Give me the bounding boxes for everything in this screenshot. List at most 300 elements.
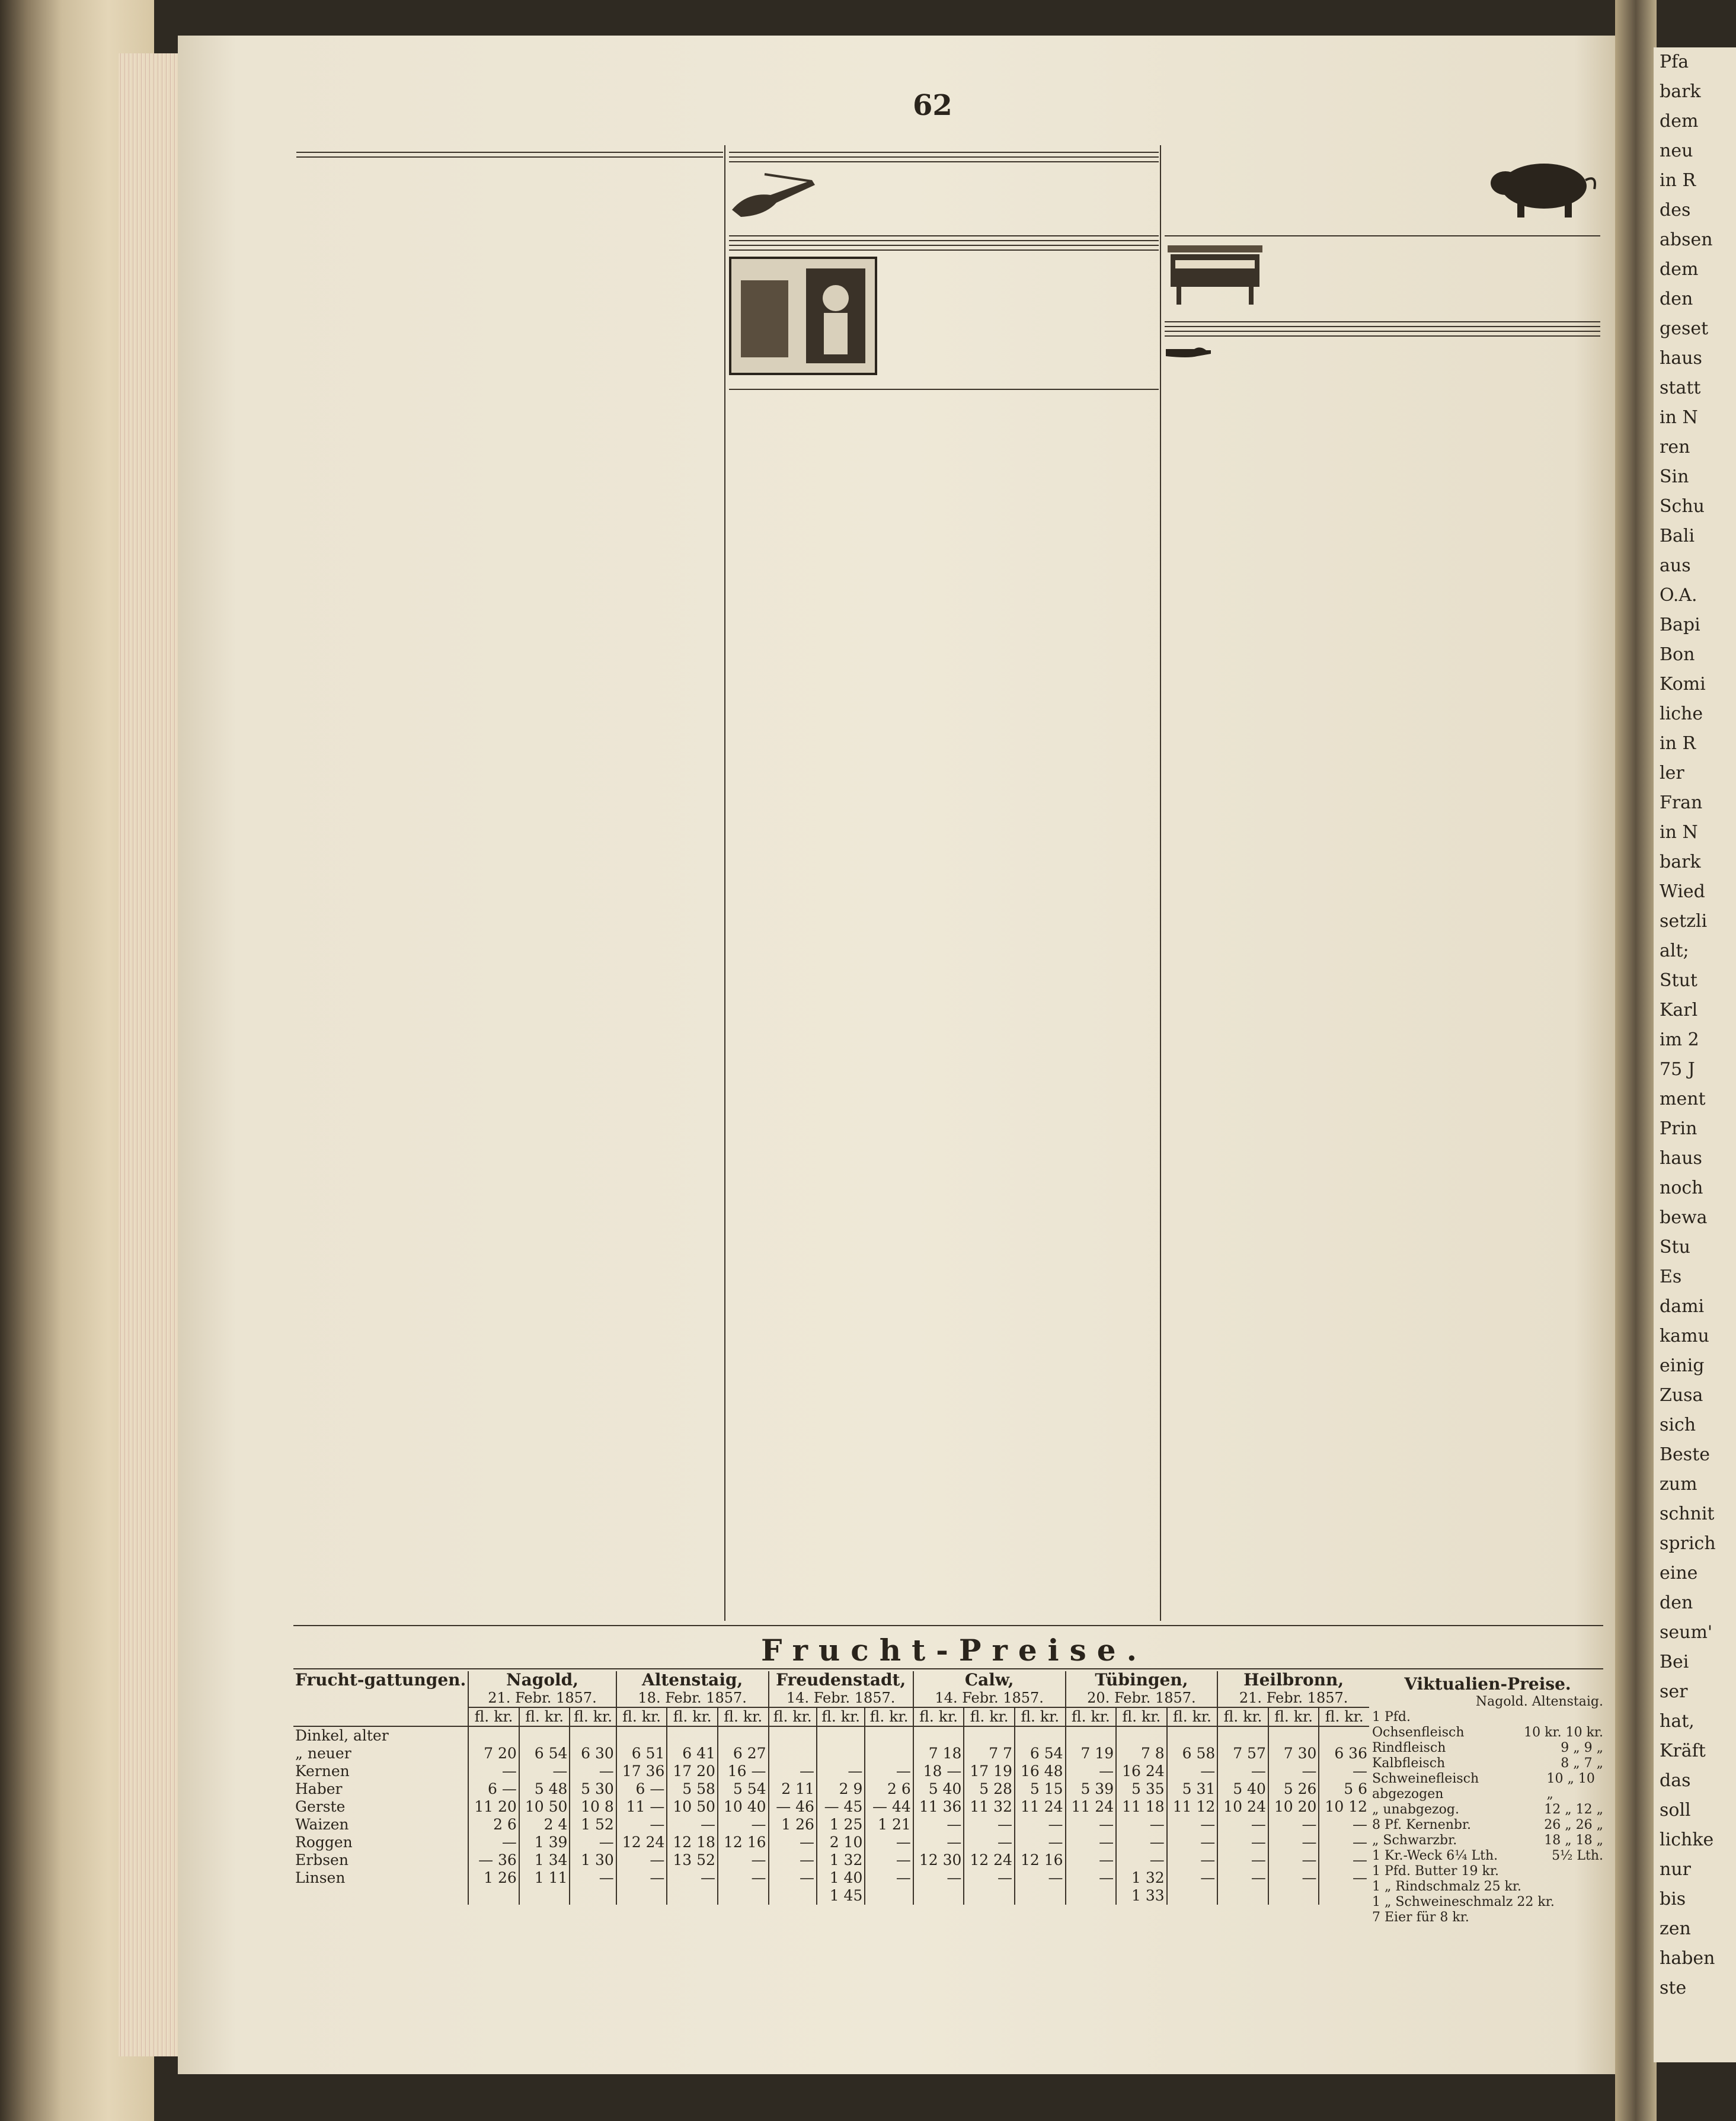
price-cell: —: [1319, 1851, 1369, 1869]
price-cell: 1 32: [1116, 1869, 1167, 1887]
price-cell: [865, 1745, 913, 1762]
price-cell: 5 58: [667, 1780, 718, 1798]
unit-kr: kr.: [544, 1708, 564, 1725]
unit-header: [913, 1707, 964, 1726]
unit-fl: fl.: [869, 1708, 885, 1725]
item-values: [1546, 1771, 1603, 1802]
price-cell: [964, 1726, 1015, 1745]
prices-top-rule: [293, 1625, 1603, 1626]
market-name: Freudenstadt,: [776, 1670, 906, 1690]
item-name: 7 Eier für 8 kr.: [1372, 1910, 1469, 1925]
illustrated-notice: [1165, 240, 1600, 318]
unit-header: [1116, 1707, 1167, 1726]
price-cell: [769, 1887, 817, 1905]
price-cell: —: [1066, 1834, 1117, 1851]
section-rule: [296, 156, 723, 158]
fragment-line: sprich: [1660, 1533, 1716, 1554]
section-rule: [1165, 321, 1600, 322]
unit-fl: fl.: [1122, 1708, 1137, 1725]
fragment-line: haus: [1660, 348, 1702, 369]
viktualien-row: [1372, 1710, 1603, 1725]
price-cell: 1 26: [468, 1869, 519, 1887]
price-cell: —: [1217, 1816, 1268, 1834]
fragment-line: bark: [1660, 852, 1701, 872]
viktualien-row: [1372, 1895, 1603, 1910]
unit-kr: kr.: [889, 1708, 909, 1725]
market-date: 21. Febr. 1857.: [1239, 1690, 1348, 1706]
value-altenstaig: 26 „: [1575, 1818, 1603, 1832]
fragment-line: Wied: [1660, 881, 1705, 902]
fragment-line: in N: [1660, 822, 1698, 843]
section-rule: [729, 161, 1159, 162]
market-name: Altenstaig,: [642, 1670, 743, 1690]
price-cell: 1 26: [769, 1816, 817, 1834]
price-cell: 1 34: [519, 1851, 570, 1869]
price-cell: [667, 1887, 718, 1905]
price-cell: [570, 1887, 616, 1905]
price-cell: 10 8: [570, 1798, 616, 1816]
price-cell: 5 40: [913, 1780, 964, 1798]
price-cell: 1 52: [570, 1816, 616, 1834]
price-cell: —: [865, 1851, 913, 1869]
fragment-line: haben: [1660, 1948, 1715, 1969]
unit-header: [519, 1707, 570, 1726]
price-cell: [913, 1887, 964, 1905]
price-cell: [1167, 1726, 1218, 1745]
market-date: 18. Febr. 1857.: [638, 1690, 747, 1706]
price-cell: [865, 1726, 913, 1745]
price-cell: [817, 1726, 865, 1745]
fragment-line: Sin: [1660, 466, 1689, 487]
price-cell: —: [1319, 1834, 1369, 1851]
pig-icon: [1488, 151, 1600, 229]
unit-header: [1268, 1707, 1319, 1726]
grain-name: Waizen: [295, 1816, 349, 1833]
price-cell: —: [570, 1834, 616, 1851]
notice-text: [1165, 340, 1600, 369]
price-cell: [865, 1887, 913, 1905]
price-cell: 12 16: [1015, 1851, 1066, 1869]
price-cell: —: [616, 1851, 667, 1869]
price-cell: 1 40: [817, 1869, 865, 1887]
grain-price-table: [293, 1671, 1369, 1905]
market-name: Calw,: [964, 1670, 1014, 1690]
unit-kr: kr.: [1243, 1708, 1262, 1725]
unit-fl: fl.: [919, 1708, 934, 1725]
price-cell: —: [1066, 1851, 1117, 1869]
price-cell: —: [1116, 1834, 1167, 1851]
fragment-line: Bapi: [1660, 615, 1700, 635]
viktualien-row: [1372, 1848, 1603, 1864]
price-cell: 6 30: [570, 1745, 616, 1762]
price-cell: —: [1015, 1869, 1066, 1887]
price-cell: —: [913, 1834, 964, 1851]
price-cell: 6 —: [468, 1780, 519, 1798]
price-cell: 1 39: [519, 1834, 570, 1851]
unit-kr: kr.: [792, 1708, 812, 1725]
price-cell: —: [964, 1834, 1015, 1851]
market-header: [1066, 1671, 1218, 1707]
item-name: 1 Kr.-Weck 6¼ Lth.: [1372, 1848, 1498, 1863]
price-cell: —: [769, 1869, 817, 1887]
viktualien-row: [1372, 1771, 1603, 1802]
unit-header: [1015, 1707, 1066, 1726]
price-cell: —: [769, 1851, 817, 1869]
price-cell: 5 28: [964, 1780, 1015, 1798]
fragment-line: Bali: [1660, 526, 1695, 546]
price-cell: 6 —: [616, 1780, 667, 1798]
fragment-line: nur: [1660, 1859, 1691, 1880]
price-cell: 5 15: [1015, 1780, 1066, 1798]
price-cell: —: [769, 1762, 817, 1780]
price-cell: —: [570, 1762, 616, 1780]
price-cell: 5 6: [1319, 1780, 1369, 1798]
price-cell: 5 48: [519, 1780, 570, 1798]
price-cell: —: [519, 1762, 570, 1780]
fragment-line: Kräft: [1660, 1741, 1706, 1761]
price-cell: [468, 1726, 519, 1745]
value-altenstaig: 7 „: [1584, 1756, 1603, 1771]
grain-name: Dinkel, alter: [295, 1727, 389, 1744]
price-cell: 5 30: [570, 1780, 616, 1798]
unit-header: [616, 1707, 667, 1726]
section-rule: [729, 156, 1159, 158]
fragment-line: ler: [1660, 763, 1684, 783]
price-cell: —: [964, 1869, 1015, 1887]
fragment-line: Fran: [1660, 792, 1703, 813]
item-name: Rindfleisch: [1372, 1741, 1446, 1755]
fragment-line: Stu: [1660, 1237, 1690, 1258]
market-name: Tübingen,: [1095, 1670, 1188, 1690]
price-cell: —: [667, 1816, 718, 1834]
grain-name: Kernen: [295, 1762, 350, 1780]
price-cell: 7 57: [1217, 1745, 1268, 1762]
price-cell: —: [468, 1834, 519, 1851]
column-3: [1165, 148, 1600, 369]
price-cell: 12 18: [667, 1834, 718, 1851]
market-header: [769, 1671, 913, 1707]
price-cell: [1015, 1726, 1066, 1745]
price-cell: —: [1066, 1869, 1117, 1887]
unit-kr: kr.: [692, 1708, 712, 1725]
fragment-line: Schu: [1660, 496, 1705, 517]
fragment-line: Bon: [1660, 644, 1695, 665]
price-cell: —: [718, 1869, 769, 1887]
value-nagold: 26 „: [1544, 1818, 1572, 1832]
price-cell: [817, 1745, 865, 1762]
unit-kr: kr.: [1192, 1708, 1211, 1725]
column-2: [729, 148, 1159, 394]
price-cell: 10 50: [519, 1798, 570, 1816]
illustrated-notice: [729, 254, 1159, 385]
fragment-line: einig: [1660, 1355, 1705, 1376]
fragment-line: in N: [1660, 407, 1698, 428]
value-nagold: 18 „: [1544, 1833, 1572, 1848]
item-name: Kalbfleisch: [1372, 1756, 1446, 1771]
price-cell: —: [1268, 1869, 1319, 1887]
item-values: [1544, 1818, 1603, 1833]
viktualien-row: [1372, 1864, 1603, 1879]
price-cell: [667, 1726, 718, 1745]
value-nagold: 9 „: [1561, 1741, 1580, 1755]
fragment-line: neu: [1660, 140, 1693, 161]
section-rule: [1165, 335, 1600, 337]
price-cell: —: [570, 1869, 616, 1887]
price-cell: 16 —: [718, 1762, 769, 1780]
unit-header: [718, 1707, 769, 1726]
fragment-line: zum: [1660, 1474, 1697, 1495]
fragment-line: hat,: [1660, 1711, 1695, 1732]
section-rule: [1165, 235, 1600, 236]
price-cell: [913, 1726, 964, 1745]
fragment-line: dem: [1660, 111, 1699, 132]
unit-fl: fl.: [574, 1708, 589, 1725]
value-nagold: 12 „: [1544, 1802, 1572, 1817]
grain-name: „ neuer: [295, 1745, 351, 1762]
viktualien-row: [1372, 1756, 1603, 1771]
unit-fl: fl.: [724, 1708, 738, 1725]
fragment-line: bark: [1660, 81, 1701, 102]
item-name: Ochsenfleisch: [1372, 1725, 1465, 1740]
price-cell: 6 36: [1319, 1745, 1369, 1762]
market-date: 14. Febr. 1857.: [935, 1690, 1044, 1706]
price-cell: —: [616, 1816, 667, 1834]
fragment-line: in R: [1660, 733, 1696, 754]
fragment-line: alt;: [1660, 940, 1689, 961]
price-cell: —: [667, 1869, 718, 1887]
unit-fl: fl.: [525, 1708, 540, 1725]
price-cell: 5 40: [1217, 1780, 1268, 1798]
fragment-line: das: [1660, 1770, 1691, 1791]
price-cell: 11 36: [913, 1798, 964, 1816]
price-cell: —: [1217, 1834, 1268, 1851]
price-cell: —: [865, 1762, 913, 1780]
item-values: [1524, 1725, 1603, 1741]
price-cell: —: [913, 1816, 964, 1834]
price-cell: [1066, 1887, 1117, 1905]
fragment-line: kamu: [1660, 1326, 1709, 1346]
price-cell: 11 24: [1066, 1798, 1117, 1816]
item-name: 1 „ Schweineschmalz 22 kr.: [1372, 1895, 1555, 1909]
item-values: [1561, 1741, 1603, 1756]
price-cell: —: [964, 1816, 1015, 1834]
price-cell: 17 19: [964, 1762, 1015, 1780]
grain-name: Gerste: [295, 1798, 346, 1815]
unit-kr: kr.: [938, 1708, 958, 1725]
column-divider-2: [1160, 145, 1161, 1621]
unit-kr: kr.: [743, 1708, 763, 1725]
price-cell: 11 24: [1015, 1798, 1066, 1816]
price-cell: 12 30: [913, 1851, 964, 1869]
unit-header: [817, 1707, 865, 1726]
price-cell: 18 —: [913, 1762, 964, 1780]
unit-fl: fl.: [1071, 1708, 1086, 1725]
fragment-line: ren: [1660, 437, 1690, 458]
price-cell: 7 7: [964, 1745, 1015, 1762]
market-name: Heilbronn,: [1243, 1670, 1344, 1690]
price-cell: [1066, 1726, 1117, 1745]
shop-scene-icon: [729, 257, 877, 383]
fragment-line: Stut: [1660, 970, 1697, 991]
section-rule: [729, 235, 1159, 236]
price-cell: —: [1167, 1869, 1218, 1887]
unit-header: [964, 1707, 1015, 1726]
facing-page-fragment: [1654, 47, 1736, 2062]
grain-name: Erbsen: [295, 1851, 349, 1869]
unit-fl: fl.: [673, 1708, 688, 1725]
fragment-line: im 2: [1660, 1029, 1699, 1050]
market-date: 14. Febr. 1857.: [786, 1690, 896, 1706]
item-values: [1544, 1802, 1603, 1818]
price-cell: [616, 1887, 667, 1905]
price-cell: 7 8: [1116, 1745, 1167, 1762]
viktualien-row: [1372, 1879, 1603, 1895]
unit-kr: kr.: [1091, 1708, 1110, 1725]
fragment-line: Prin: [1660, 1118, 1697, 1139]
price-cell: 1 33: [1116, 1887, 1167, 1905]
price-cell: —: [1217, 1762, 1268, 1780]
price-cell: —: [1217, 1851, 1268, 1869]
fragment-line: O.A.: [1660, 585, 1697, 606]
fragment-line: den: [1660, 289, 1693, 309]
fragment-line: den: [1660, 1592, 1693, 1613]
unit-kr: kr.: [593, 1708, 613, 1725]
section-rule: [729, 389, 1159, 390]
price-cell: [468, 1887, 519, 1905]
price-cell: —: [1167, 1762, 1218, 1780]
price-cell: —: [865, 1869, 913, 1887]
fragment-line: schnit: [1660, 1503, 1715, 1524]
price-cell: —: [1319, 1816, 1369, 1834]
grain-name: Roggen: [295, 1834, 353, 1851]
price-cell: [519, 1726, 570, 1745]
section-rule: [1165, 326, 1600, 327]
fragment-line: geset: [1660, 318, 1709, 339]
fragment-line: Beste: [1660, 1444, 1711, 1465]
prices-header-rule: [293, 1668, 1603, 1669]
fragment-line: eine: [1660, 1563, 1698, 1583]
price-cell: —: [468, 1762, 519, 1780]
price-cell: 10 40: [718, 1798, 769, 1816]
price-cell: —: [1217, 1869, 1268, 1887]
price-cell: 6 58: [1167, 1745, 1218, 1762]
viktualien-price-list: [1372, 1674, 1603, 1925]
header-text: Frucht-gattungen.: [295, 1670, 466, 1690]
piano-icon: [1165, 242, 1265, 315]
price-cell: 2 6: [865, 1780, 913, 1798]
section-rule: [729, 240, 1159, 241]
price-cell: [1217, 1726, 1268, 1745]
price-cell: 2 4: [519, 1816, 570, 1834]
price-cell: [769, 1726, 817, 1745]
fragment-line: zen: [1660, 1918, 1691, 1939]
price-cell: [1319, 1887, 1369, 1905]
item-values: [1561, 1756, 1603, 1771]
fragment-line: sich: [1660, 1415, 1696, 1435]
section-rule: [1165, 331, 1600, 332]
price-cell: 11 —: [616, 1798, 667, 1816]
price-cell: 7 18: [913, 1745, 964, 1762]
col-nagold: Nagold.: [1475, 1694, 1528, 1709]
value-altenstaig: 12 „: [1575, 1802, 1603, 1817]
price-cell: —: [865, 1834, 913, 1851]
price-cell: 16 24: [1116, 1762, 1167, 1780]
fragment-line: haus: [1660, 1148, 1702, 1169]
price-cell: —: [1167, 1834, 1218, 1851]
price-cell: 6 54: [519, 1745, 570, 1762]
unit-fl: fl.: [474, 1708, 490, 1725]
price-cell: —: [1167, 1816, 1218, 1834]
price-cell: —: [1116, 1816, 1167, 1834]
grain-name: Haber: [295, 1780, 343, 1797]
price-cell: [519, 1887, 570, 1905]
unit-kr: kr.: [1344, 1708, 1364, 1725]
fragment-line: bewa: [1660, 1207, 1708, 1228]
price-cell: —: [1116, 1851, 1167, 1869]
price-cell: 12 24: [964, 1851, 1015, 1869]
unit-fl: fl.: [1173, 1708, 1188, 1725]
unit-fl: fl.: [1021, 1708, 1035, 1725]
fragment-line: lichke: [1660, 1829, 1714, 1850]
price-cell: —: [1015, 1816, 1066, 1834]
price-cell: — 45: [817, 1798, 865, 1816]
price-cell: [1116, 1726, 1167, 1745]
unit-kr: kr.: [1293, 1708, 1313, 1725]
price-cell: 1 32: [817, 1851, 865, 1869]
market-date: 21. Febr. 1857.: [488, 1690, 597, 1706]
price-cell: —: [913, 1869, 964, 1887]
fragment-line: 75 J: [1660, 1059, 1695, 1080]
price-cell: —: [616, 1869, 667, 1887]
illustrated-notice: [729, 166, 1159, 232]
item-name: „ Schwarzbr.: [1372, 1833, 1457, 1848]
price-cell: 6 41: [667, 1745, 718, 1762]
price-cell: 7 30: [1268, 1745, 1319, 1762]
value-altenstaig: 5½ Lth.: [1552, 1848, 1603, 1863]
fragment-line: noch: [1660, 1178, 1703, 1198]
price-cell: [718, 1726, 769, 1745]
price-cell: 7 19: [1066, 1745, 1117, 1762]
price-cell: [964, 1887, 1015, 1905]
item-values: [1544, 1833, 1603, 1848]
unit-header: [1066, 1707, 1117, 1726]
item-name: 1 Pfd.: [1372, 1710, 1411, 1725]
unit-kr: kr.: [1040, 1708, 1060, 1725]
col-altenstaig: Altenstaig.: [1532, 1694, 1603, 1709]
item-name: „ unabgezog.: [1372, 1802, 1459, 1817]
price-cell: [769, 1745, 817, 1762]
unit-header: [865, 1707, 913, 1726]
viktualien-title: Viktualien-Preise.: [1404, 1674, 1571, 1694]
price-cell: —: [817, 1762, 865, 1780]
illustrated-notice: [1165, 148, 1600, 232]
price-cell: 17 20: [667, 1762, 718, 1780]
price-cell: 5 35: [1116, 1780, 1167, 1798]
unit-header: [570, 1707, 616, 1726]
fragment-line: statt: [1660, 378, 1701, 398]
unit-fl: fl.: [1325, 1708, 1340, 1725]
unit-fl: fl.: [821, 1708, 836, 1725]
fragment-line: dami: [1660, 1296, 1705, 1317]
fragment-line: absen: [1660, 229, 1713, 250]
price-cell: [1217, 1887, 1268, 1905]
price-cell: 5 31: [1167, 1780, 1218, 1798]
viktualien-row: [1372, 1910, 1603, 1925]
section-rule: [729, 152, 1159, 153]
unit-fl: fl.: [773, 1708, 788, 1725]
price-cell: 6 51: [616, 1745, 667, 1762]
fragment-line: ser: [1660, 1681, 1688, 1702]
